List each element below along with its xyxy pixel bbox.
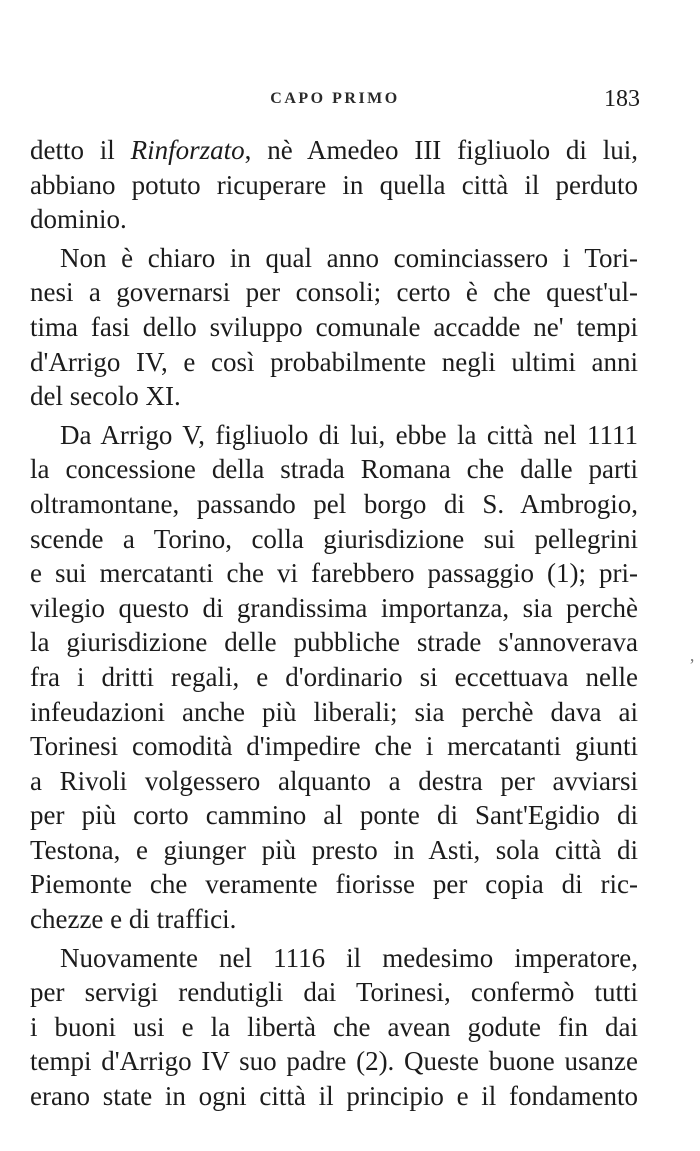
text-line: abbiano potuto ricuperare in quella città il perduto [30,169,638,200]
text-line: la giurisdizione delle pubbliche strade s'annoverava [30,627,638,658]
text-line: vilegio questo di grandissima importanza, sia perchè [30,592,638,623]
text-line: infeudazioni anche più liberali; sia perchè dava ai [30,696,638,727]
text-line: Piemonte che veramente fiorisse per copia di ric- [30,869,638,900]
text-line: d'Arrigo IV, e così probabilmente negli ultimi anni [30,346,638,377]
text-line: erano state in ogni città il principio e il fondamento [30,1081,638,1112]
text-line: oltramontane, passando pel borgo di S. Ambrogio, [30,488,638,519]
text-line: tempi d'Arrigo IV suo padre (2). Queste buone usanze [30,1046,638,1077]
italic-term: Rinforzato [130,135,245,165]
text-line: nesi a governarsi per consoli; certo è che quest'ul- [30,277,638,308]
text-line: dominio. [30,204,127,235]
text-line: i buoni usi e la libertà che avean godute fin dai [30,1011,638,1042]
margin-mark: ʼ [689,655,695,675]
text-line: chezze e di traffici. [30,904,237,935]
text-line: Torinesi comodità d'impedire che i mercatanti giunti [30,731,638,762]
text-segment: detto il [30,135,131,165]
running-head: CAPO PRIMO [270,90,400,107]
text-line: tima fasi dello sviluppo comunale accadde ne' tempi [30,311,638,342]
page-header [30,86,640,116]
text-line: Non è chiaro in qual anno cominciassero i Tori- [60,242,638,273]
text-line: scende a Torino, colla giurisdizione sui pellegrini [30,523,638,554]
text-line [30,133,638,168]
body-text [30,133,638,1114]
text-line: a Rivoli volgessero alquanto a destra per avviarsi [30,765,638,796]
text-line: Testona, e giunger più presto in Asti, sola città di [30,834,638,865]
text-line: la concessione della strada Romana che dalle parti [30,454,638,485]
text-line: fra i dritti regali, e d'ordinario si eccettuava nelle [30,661,638,692]
text-segment: , nè Amedeo III figliuolo di lui, [244,135,639,165]
text-line: Da Arrigo V, figliuolo di lui, ebbe la città nel 1111 [60,419,638,450]
text-line: per servigi rendutigli dai Torinesi, confermò tutti [30,977,638,1008]
page-number: 183 [604,86,640,112]
text-line: e sui mercatanti che vi farebbero passaggio (1); pri- [30,558,638,589]
text-line: per più corto cammino al ponte di Sant'Egidio di [30,800,638,831]
text-line: del secolo XI. [30,381,181,412]
text-line: Nuovamente nel 1116 il medesimo imperatore, [60,942,638,973]
